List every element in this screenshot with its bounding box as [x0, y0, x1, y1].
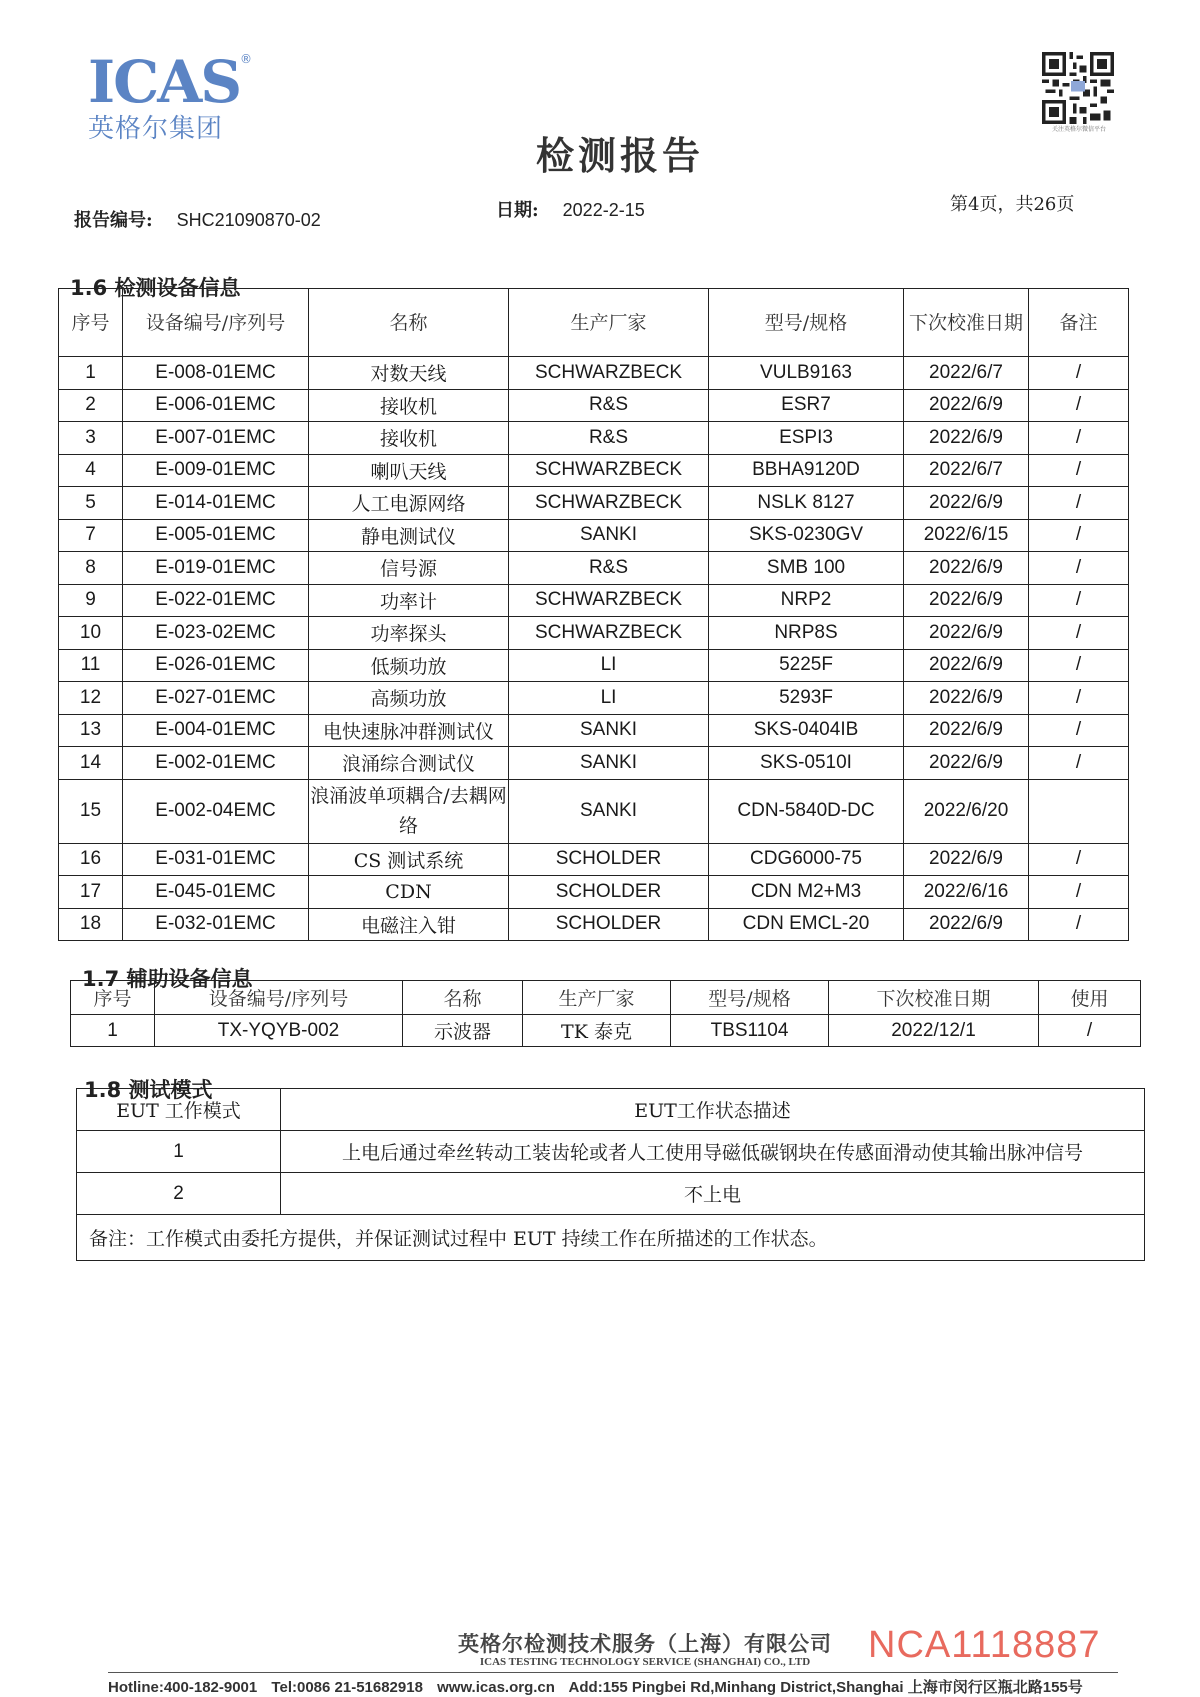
- cell-manufacturer: SCHWARZBECK: [509, 584, 709, 617]
- footer-tel: Tel:0086 21-51682918: [271, 1679, 423, 1696]
- cell-model: CDN-5840D-DC: [709, 779, 904, 843]
- footer-hotline: Hotline:400-182-9001: [108, 1679, 258, 1696]
- cell-remark: /: [1029, 584, 1129, 617]
- header-name: 名称: [403, 981, 523, 1015]
- cell-remark: /: [1029, 908, 1129, 941]
- mode-header-cell: EUT 工作模式: [77, 1089, 281, 1131]
- cell-name: 浪涌波单项耦合/去耦网络: [309, 779, 509, 843]
- cell-index: 15: [59, 779, 123, 843]
- cell-calibration-date: 2022/6/9: [904, 487, 1029, 520]
- cell-serial: E-005-01EMC: [123, 519, 309, 552]
- cell-remark: /: [1029, 519, 1129, 552]
- cell-serial: E-007-01EMC: [123, 422, 309, 455]
- cell-model: 5225F: [709, 649, 904, 682]
- cell-description: 上电后通过牵丝转动工装齿轮或者人工使用导磁低碳钢块在传感面滑动使其输出脉冲信号: [281, 1131, 1145, 1173]
- cell-manufacturer: SANKI: [509, 714, 709, 747]
- cell-model: SKS-0230GV: [709, 519, 904, 552]
- cell-serial: E-002-04EMC: [123, 779, 309, 843]
- cell-name: 静电测试仪: [309, 519, 509, 552]
- cell-manufacturer: SCHWARZBECK: [509, 487, 709, 520]
- cell-model: SKS-0404IB: [709, 714, 904, 747]
- cell-name: 喇叭天线: [309, 454, 509, 487]
- cell-manufacturer: SANKI: [509, 519, 709, 552]
- cell-index: 3: [59, 422, 123, 455]
- cell-serial: E-004-01EMC: [123, 714, 309, 747]
- cell-name: 浪涌综合测试仪: [309, 747, 509, 780]
- cell-name: CDN: [309, 876, 509, 909]
- test-mode-note: 备注：工作模式由委托方提供，并保证测试过程中 EUT 持续工作在所描述的工作状态。: [77, 1215, 1145, 1261]
- cell-name: 功率计: [309, 584, 509, 617]
- cell-serial: E-031-01EMC: [123, 843, 309, 876]
- equipment-table: [58, 288, 1129, 941]
- cell-serial: E-026-01EMC: [123, 649, 309, 682]
- cell-index: 16: [59, 843, 123, 876]
- header-manufacturer: 生产厂家: [509, 289, 709, 357]
- cell-index: 11: [59, 649, 123, 682]
- cell-manufacturer: R&S: [509, 422, 709, 455]
- cell-serial: E-002-01EMC: [123, 747, 309, 780]
- cell-calibration-date: 2022/6/9: [904, 389, 1029, 422]
- cell-manufacturer: SANKI: [509, 747, 709, 780]
- cell-calibration-date: 2022/6/9: [904, 682, 1029, 715]
- cell-remark: /: [1029, 389, 1129, 422]
- qr-caption: 关注英格尔微信平台: [1051, 126, 1106, 133]
- serial-number: NCA1118887: [868, 1624, 1101, 1666]
- cell-remark: /: [1029, 682, 1129, 715]
- report-number: [74, 206, 321, 232]
- header-serial: 设备编号/序列号: [155, 981, 403, 1015]
- table-row: [59, 584, 1129, 617]
- cell-remark: /: [1029, 714, 1129, 747]
- cell-serial: E-008-01EMC: [123, 357, 309, 390]
- equipment-table-header: [59, 289, 1129, 357]
- header-serial: 设备编号/序列号: [123, 289, 309, 357]
- table-row: [59, 779, 1129, 843]
- cell-model: CDN EMCL-20: [709, 908, 904, 941]
- footer-address: Add:155 Pingbei Rd,Minhang District,Shanghai 上海市闵行区瓶北路155号: [568, 1679, 1083, 1696]
- table-row: [77, 1173, 1145, 1215]
- cell-name: 电磁注入钳: [309, 908, 509, 941]
- cell-index: 1: [59, 357, 123, 390]
- cell-serial: E-019-01EMC: [123, 552, 309, 585]
- cell-model: TBS1104: [671, 1015, 829, 1047]
- cell-name: CS 测试系统: [309, 843, 509, 876]
- cell-name: 对数天线: [309, 357, 509, 390]
- table-row: [59, 876, 1129, 909]
- cell-calibration-date: 2022/6/9: [904, 422, 1029, 455]
- cell-calibration-date: 2022/6/9: [904, 617, 1029, 650]
- table-row: [59, 422, 1129, 455]
- cell-manufacturer: R&S: [509, 552, 709, 585]
- table-row: [59, 454, 1129, 487]
- cell-index: 18: [59, 908, 123, 941]
- cell-mode: 2: [77, 1173, 281, 1215]
- cell-serial: E-022-01EMC: [123, 584, 309, 617]
- header-name: 名称: [309, 289, 509, 357]
- document-title: 检测报告: [535, 133, 704, 178]
- cell-remark: /: [1029, 876, 1129, 909]
- table-row: [59, 519, 1129, 552]
- cell-usage: /: [1039, 1015, 1141, 1047]
- table-row: [59, 714, 1129, 747]
- section-title-auxiliary: 1.7 辅助设备信息: [82, 967, 253, 991]
- cell-calibration-date: 2022/6/7: [904, 454, 1029, 487]
- report-date: [496, 196, 645, 222]
- auxiliary-table: [70, 980, 1141, 1047]
- cell-name: 示波器: [403, 1015, 523, 1047]
- cell-remark: /: [1029, 747, 1129, 780]
- report-date-label: 日期:: [496, 200, 539, 221]
- cell-remark: [1029, 779, 1129, 843]
- cell-model: CDN M2+M3: [709, 876, 904, 909]
- cell-remark: /: [1029, 454, 1129, 487]
- cell-model: ESR7: [709, 389, 904, 422]
- cell-calibration-date: 2022/6/9: [904, 747, 1029, 780]
- cell-index: 14: [59, 747, 123, 780]
- footer-divider: [108, 1672, 1118, 1673]
- cell-calibration-date: 2022/6/15: [904, 519, 1029, 552]
- header-index: 序号: [59, 289, 123, 357]
- cell-model: BBHA9120D: [709, 454, 904, 487]
- table-row: [59, 747, 1129, 780]
- logo-registered-mark: ®: [240, 52, 252, 66]
- cell-calibration-date: 2022/12/1: [829, 1015, 1039, 1047]
- footer-company-en: ICAS TESTING TECHNOLOGY SERVICE (SHANGHAI) CO., LTD: [479, 1656, 811, 1668]
- report-date-value: 2022-2-15: [562, 200, 645, 220]
- cell-remark: /: [1029, 552, 1129, 585]
- cell-calibration-date: 2022/6/16: [904, 876, 1029, 909]
- cell-model: SMB 100: [709, 552, 904, 585]
- table-row: [77, 1131, 1145, 1173]
- cell-calibration-date: 2022/6/9: [904, 584, 1029, 617]
- report-number-value: SHC21090870-02: [176, 210, 321, 230]
- page-number-value: 第4页，共26页: [950, 194, 1075, 215]
- cell-manufacturer: TK 泰克: [523, 1015, 671, 1047]
- cell-name: 高频功放: [309, 682, 509, 715]
- header-usage: 使用: [1039, 981, 1141, 1015]
- test-mode-header: [77, 1089, 1145, 1131]
- auxiliary-table-header: [71, 981, 1141, 1015]
- cell-manufacturer: SCHOLDER: [509, 876, 709, 909]
- report-number-label: 报告编号:: [74, 210, 153, 231]
- cell-name: 信号源: [309, 552, 509, 585]
- cell-serial: E-045-01EMC: [123, 876, 309, 909]
- cell-calibration-date: 2022/6/7: [904, 357, 1029, 390]
- cell-name: 电快速脉冲群测试仪: [309, 714, 509, 747]
- note-row: [77, 1215, 1145, 1261]
- cell-index: 7: [59, 519, 123, 552]
- qr-code-icon: [1042, 52, 1114, 124]
- cell-remark: /: [1029, 843, 1129, 876]
- cell-model: NSLK 8127: [709, 487, 904, 520]
- cell-model: VULB9163: [709, 357, 904, 390]
- footer-web: www.icas.org.cn: [437, 1679, 555, 1696]
- table-row: [59, 389, 1129, 422]
- cell-name: 人工电源网络: [309, 487, 509, 520]
- cell-model: SKS-0510I: [709, 747, 904, 780]
- header-model: 型号/规格: [671, 981, 829, 1015]
- cell-serial: E-014-01EMC: [123, 487, 309, 520]
- cell-index: 17: [59, 876, 123, 909]
- cell-index: 5: [59, 487, 123, 520]
- logo-subtitle: 英格尔集团: [88, 114, 224, 144]
- header-calibration-date: 下次校准日期: [829, 981, 1039, 1015]
- table-row: [59, 487, 1129, 520]
- cell-serial: E-009-01EMC: [123, 454, 309, 487]
- cell-model: CDG6000-75: [709, 843, 904, 876]
- cell-remark: /: [1029, 487, 1129, 520]
- section-title-test-mode: 1.8 测试模式: [84, 1078, 213, 1102]
- cell-index: 4: [59, 454, 123, 487]
- cell-manufacturer: SCHOLDER: [509, 908, 709, 941]
- cell-manufacturer: LI: [509, 649, 709, 682]
- cell-index: 1: [71, 1015, 155, 1047]
- table-row: [59, 649, 1129, 682]
- cell-remark: /: [1029, 649, 1129, 682]
- cell-index: 9: [59, 584, 123, 617]
- cell-serial: E-027-01EMC: [123, 682, 309, 715]
- table-row: [59, 682, 1129, 715]
- cell-name: 功率探头: [309, 617, 509, 650]
- cell-calibration-date: 2022/6/9: [904, 714, 1029, 747]
- cell-manufacturer: R&S: [509, 389, 709, 422]
- header-calibration-date: 下次校准日期: [904, 289, 1029, 357]
- page-number: [950, 190, 1074, 216]
- cell-mode: 1: [77, 1131, 281, 1173]
- cell-manufacturer: SCHWARZBECK: [509, 357, 709, 390]
- cell-calibration-date: 2022/6/9: [904, 552, 1029, 585]
- cell-manufacturer: LI: [509, 682, 709, 715]
- cell-calibration-date: 2022/6/9: [904, 843, 1029, 876]
- test-mode-table: [76, 1088, 1145, 1261]
- header-model: 型号/规格: [709, 289, 904, 357]
- table-row: [59, 552, 1129, 585]
- cell-index: 8: [59, 552, 123, 585]
- cell-model: NRP8S: [709, 617, 904, 650]
- cell-serial: TX-YQYB-002: [155, 1015, 403, 1047]
- cell-index: 13: [59, 714, 123, 747]
- cell-name: 接收机: [309, 422, 509, 455]
- description-header-cell: EUT工作状态描述: [281, 1089, 1145, 1131]
- cell-index: 10: [59, 617, 123, 650]
- cell-index: 12: [59, 682, 123, 715]
- table-row: [59, 843, 1129, 876]
- cell-model: 5293F: [709, 682, 904, 715]
- header-remark: 备注: [1029, 289, 1129, 357]
- cell-name: 低频功放: [309, 649, 509, 682]
- cell-manufacturer: SCHWARZBECK: [509, 617, 709, 650]
- cell-manufacturer: SCHOLDER: [509, 843, 709, 876]
- cell-serial: E-006-01EMC: [123, 389, 309, 422]
- table-row: [71, 1015, 1141, 1047]
- cell-serial: E-023-02EMC: [123, 617, 309, 650]
- cell-index: 2: [59, 389, 123, 422]
- cell-calibration-date: 2022/6/9: [904, 908, 1029, 941]
- header-index: 序号: [71, 981, 155, 1015]
- cell-serial: E-032-01EMC: [123, 908, 309, 941]
- footer-company-cn: 英格尔检测技术服务（上海）有限公司: [458, 1631, 832, 1656]
- cell-manufacturer: SANKI: [509, 779, 709, 843]
- cell-calibration-date: 2022/6/20: [904, 779, 1029, 843]
- cell-name: 接收机: [309, 389, 509, 422]
- cell-manufacturer: SCHWARZBECK: [509, 454, 709, 487]
- table-row: [59, 908, 1129, 941]
- cell-model: ESPI3: [709, 422, 904, 455]
- table-row: [59, 617, 1129, 650]
- cell-remark: /: [1029, 357, 1129, 390]
- section-title-equipment: 1.6 检测设备信息: [70, 276, 241, 300]
- cell-calibration-date: 2022/6/9: [904, 649, 1029, 682]
- footer-contact: [108, 1676, 1093, 1697]
- table-row: [59, 357, 1129, 390]
- logo-text: ICAS: [88, 48, 241, 116]
- header-manufacturer: 生产厂家: [523, 981, 671, 1015]
- cell-remark: /: [1029, 422, 1129, 455]
- cell-model: NRP2: [709, 584, 904, 617]
- cell-description: 不上电: [281, 1173, 1145, 1215]
- cell-remark: /: [1029, 617, 1129, 650]
